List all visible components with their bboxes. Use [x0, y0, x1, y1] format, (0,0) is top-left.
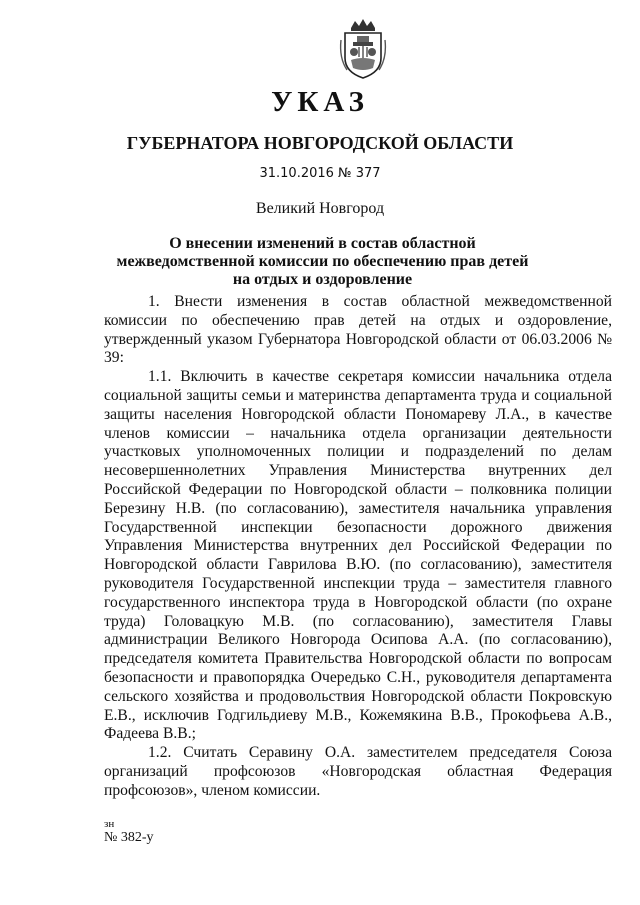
date-and-number: 31.10.2016 № 377 — [259, 166, 381, 181]
decree-heading: О внесении изменений в состав областной межведомственной комиссии по обеспечению прав детей на отдых и оздоровление — [116, 235, 529, 288]
issuer-title: ГУБЕРНАТОРА НОВГОРОДСКОЙ ОБЛАСТИ — [126, 133, 514, 153]
footer-reference — [104, 818, 154, 846]
coat-of-arms-icon — [337, 18, 389, 80]
paragraph-1-1: 1.1. Включить в качестве секретаря комиссии начальника отдела социальной защиты семьи и материнства департамента труда и социальной защиты населения Новгородской области Пономареву Л.А., в качестве членов комиссии – начальника отдела организации деятельности участковых уполномоченных полиции и подразделений по делам несовершеннолетних Управления Министерства внутренних дел Российской Федерации по Новгородской области – полковника полиции Березину Н.В. (по согласованию), заместителя начальника управления Государственной инспекции безопасности дорожного движения Управления Министерства внутренних дел Российской Федерации по Новгородской области Гаврилова В.Ю. (по согласованию), заместителя руководителя Государственной инспекции труда – заместителя главного государственного инспектора труда в Новгородской области (по охране труда) Головацкую М.В. (по согласованию), заместителя Главы администрации Великого Новгорода Осипова А.А. (по согласованию), председателя комитета Правительства Новгородской области по вопросам безопасности и правопорядка Очередько С.Н., руководителя департамента сельского хозяйства и продовольствия Новгородской области Покровскую Е.В., исключив Годгильдиеву М.В., Кожемякина В.В., Прокофьева А.В., Фадеева В.В.; — [104, 368, 612, 743]
decree-body — [104, 293, 612, 801]
executor-initials: зн — [104, 818, 115, 830]
paragraph-1-2: 1.2. Считать Серавину О.А. заместителем председателя Союза организаций профсоюзов «Новгородская областная Федерация профсоюзов», членом комиссии. — [104, 744, 612, 799]
registration-number: № 382-у — [104, 830, 154, 845]
paragraph-1: 1. Внести изменения в состав областной межведомственной комиссии по обеспечению прав детей на отдых и оздоровление, утвержденный указом Губернатора Новгородской области от 06.03.2006 № 39: — [104, 293, 612, 367]
city-name: Великий Новгород — [255, 200, 385, 217]
document-title: УКАЗ — [271, 86, 369, 118]
